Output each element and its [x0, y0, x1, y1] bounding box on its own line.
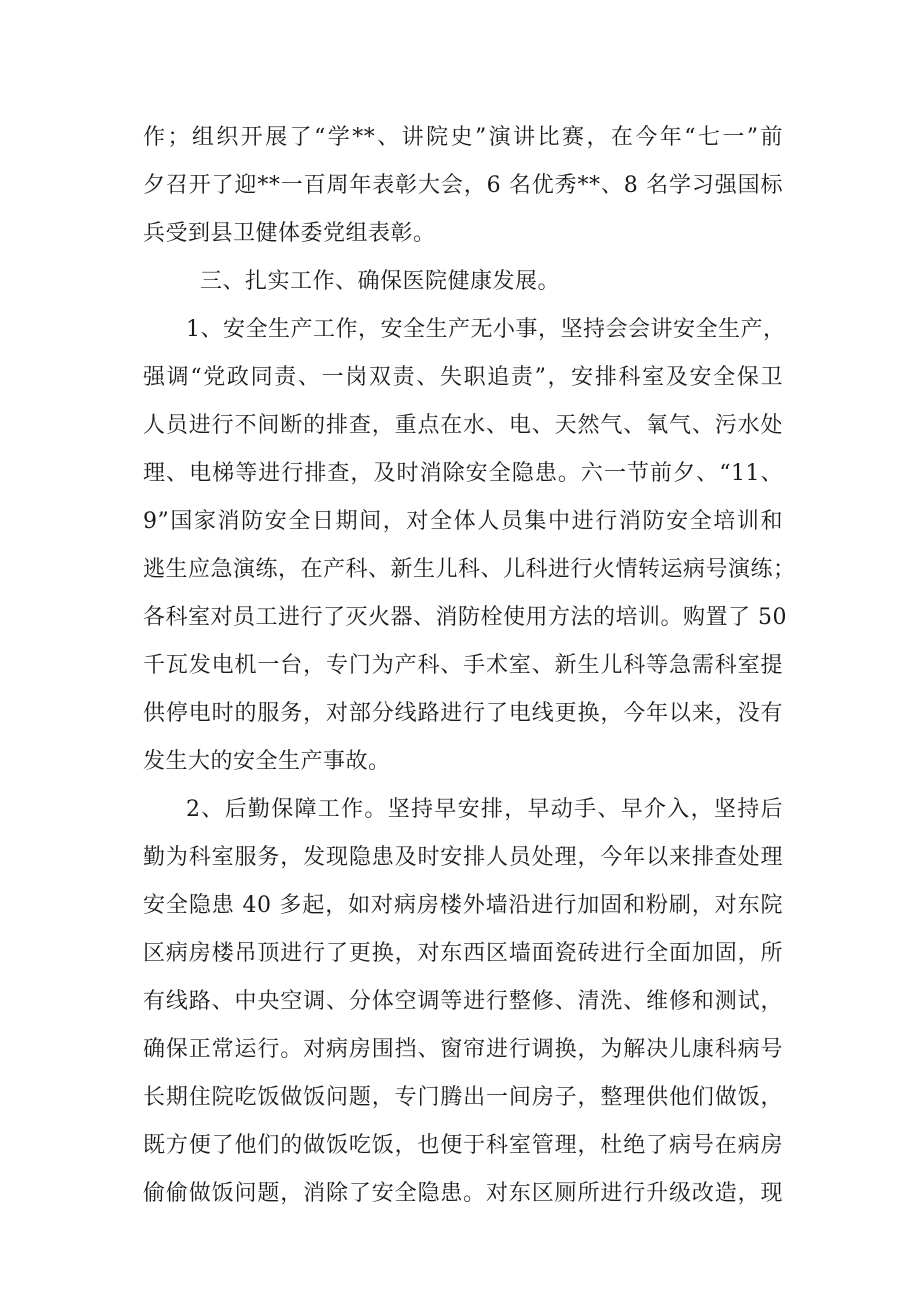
text-line: 兵受到县卫健体委党组表彰。 — [143, 221, 436, 246]
text-line: 夕召开了迎**一百周年表彰大会，6 名优秀**、8 名学习强国标 — [143, 173, 783, 198]
section-heading: 三、扎实工作、确保医院健康发展。 — [200, 269, 561, 294]
text-line: 强调“党政同责、一岗双责、失职追责”，安排科室及安全保卫 — [143, 365, 783, 390]
text-line: 确保正常运行。对病房围挡、窗帘进行调换，为解决儿康科病号 — [143, 1037, 783, 1062]
text-line: 逃生应急演练，在产科、新生儿科、儿科进行火情转运病号演练； — [143, 557, 796, 582]
text-line: 安全隐患 40 多起，如对病房楼外墙沿进行加固和粉刷，对东院 — [143, 893, 783, 918]
text-line: 理、电梯等进行排查，及时消除安全隐患。六一节前夕、“11、 — [143, 461, 783, 486]
text-line: 区病房楼吊顶进行了更换，对东西区墙面瓷砖进行全面加固，所 — [143, 941, 783, 966]
text-line: 勤为科室服务，发现隐患及时安排人员处理，今年以来排查处理 — [143, 845, 783, 870]
text-line: 作；组织开展了“学**、讲院史”演讲比赛，在今年“七一”前 — [143, 125, 783, 150]
paragraph-first-line: 1、安全生产工作，安全生产无小事，坚持会会讲安全生产， — [186, 317, 786, 342]
text-line: 各科室对员工进行了灭火器、消防栓使用方法的培训。购置了 50 — [143, 605, 787, 630]
paragraph-first-line: 2、后勤保障工作。坚持早安排，早动手、早介入，坚持后 — [186, 797, 783, 822]
text-line: 偷偷做饭问题，消除了安全隐患。对东区厕所进行升级改造，现 — [143, 1181, 783, 1206]
text-line: 供停电时的服务，对部分线路进行了电线更换，今年以来，没有 — [143, 701, 783, 726]
text-line: 9”国家消防安全日期间，对全体人员集中进行消防安全培训和 — [143, 509, 783, 534]
text-line: 有线路、中央空调、分体空调等进行整修、清洗、维修和测试， — [143, 989, 783, 1014]
text-line: 既方便了他们的做饭吃饭，也便于科室管理，杜绝了病号在病房 — [143, 1133, 783, 1158]
text-line: 发生大的安全生产事故。 — [143, 749, 391, 774]
text-line: 长期住院吃饭做饭问题，专门腾出一间房子，整理供他们做饭， — [143, 1085, 783, 1110]
text-line: 人员进行不间断的排查，重点在水、电、天然气、氧气、污水处 — [143, 413, 783, 438]
text-line: 千瓦发电机一台，专门为产科、手术室、新生儿科等急需科室提 — [143, 653, 783, 678]
